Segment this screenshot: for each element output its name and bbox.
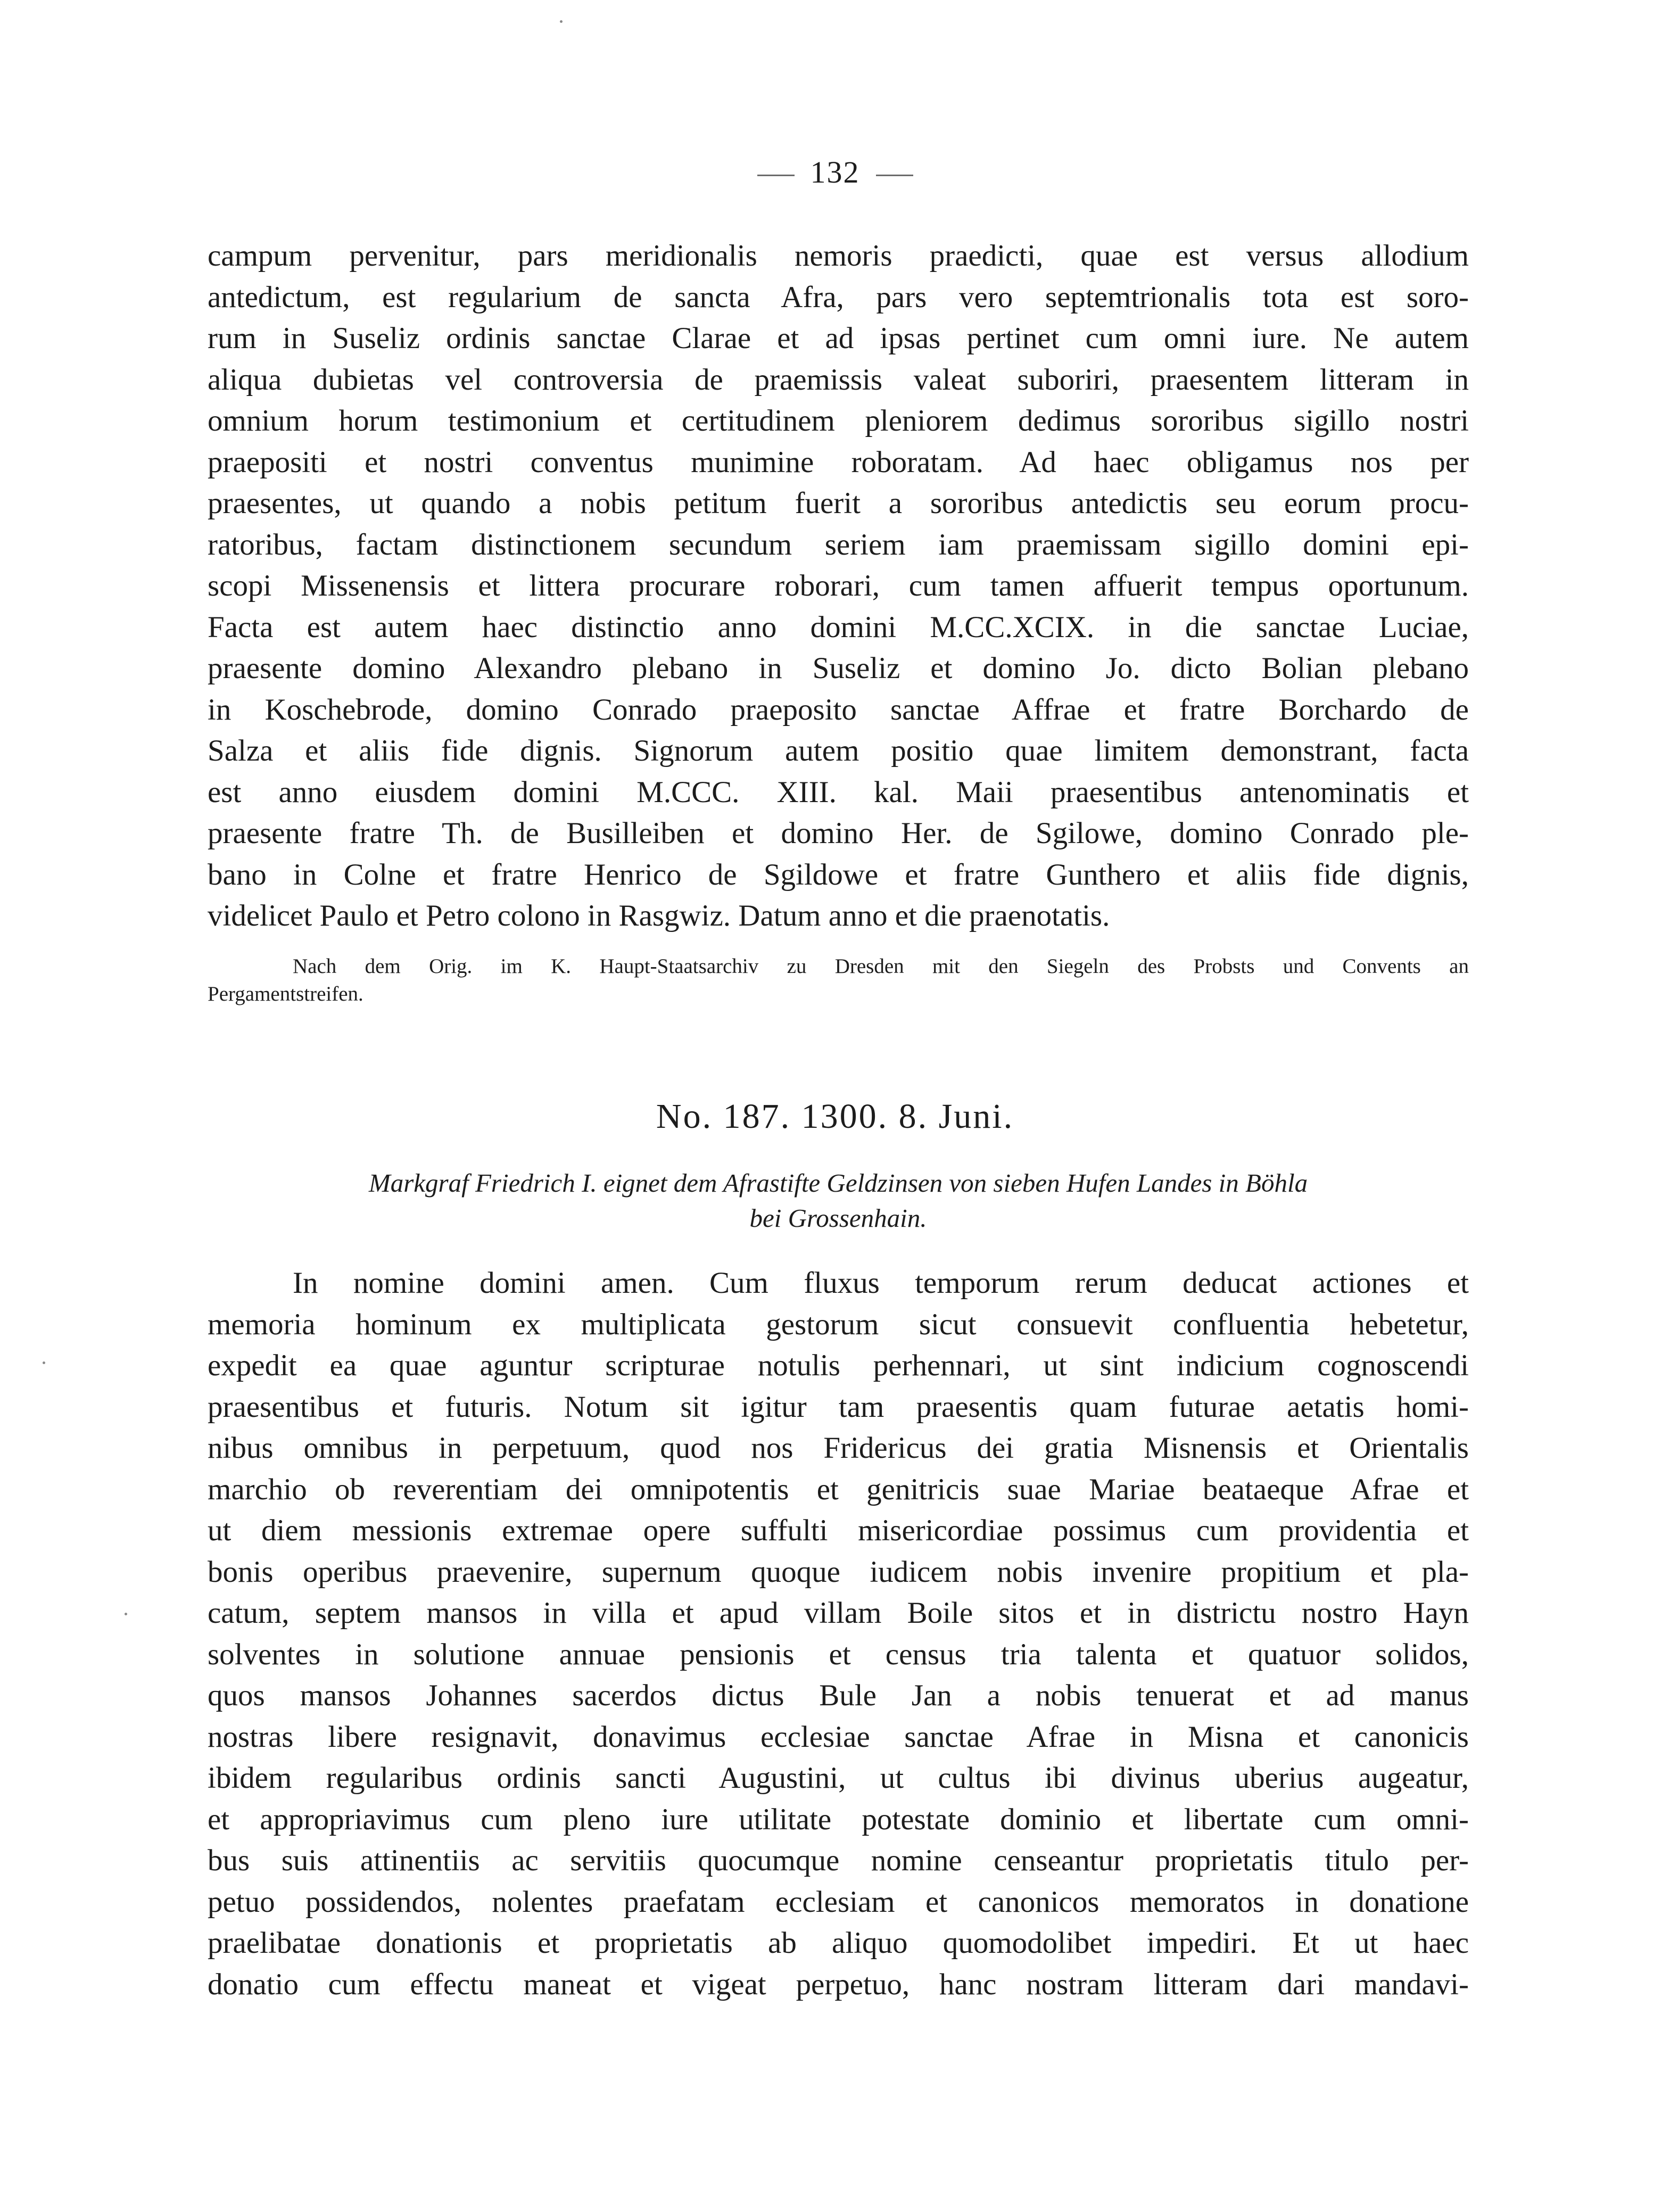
text-line: praelibatae donationis et proprietatis ab aliquo quomodolibet impediri. Et ut haec bbox=[208, 1926, 1469, 1960]
text-line: videlicet Paulo et Petro colono in Rasgwiz. Datum anno et die praenotatis. bbox=[208, 899, 1110, 932]
text-line: praesentibus et futuris. Notum sit igitur tam praesentis quam futurae aetatis homi- bbox=[208, 1390, 1469, 1424]
source-note-line: Pergamentstreifen. bbox=[208, 983, 363, 1005]
text-line: scopi Missenensis et littera procurare roborari, cum tamen affuerit tempus oportunum. bbox=[208, 569, 1469, 602]
text-line: omnium horum testimonium et certitudinem pleniorem dedimus sororibus sigillo nostri bbox=[208, 404, 1469, 438]
text-line: marchio ob reverentiam dei omnipotentis et genitricis suae Mariae beataeque Afrae et bbox=[208, 1472, 1469, 1506]
text-line: bus suis attinentiis ac servitiis quocumque nomine censeantur proprietatis titulo per- bbox=[208, 1844, 1469, 1877]
page-header bbox=[0, 154, 1670, 190]
text-line: solventes in solutione annuae pensionis et census tria talenta et quatuor solidos, bbox=[208, 1637, 1469, 1671]
document-summary bbox=[229, 1166, 1448, 1236]
scan-speck bbox=[560, 20, 563, 23]
text-line: ratoribus, factam distinctionem secundum seriem iam praemissam sigillo domini epi- bbox=[208, 527, 1469, 562]
text-line: bonis operibus praevenire, supernum quoque iudicem nobis invenire propitium et pla- bbox=[208, 1555, 1469, 1589]
source-note bbox=[208, 953, 1469, 1008]
document-body bbox=[208, 1262, 1469, 2005]
text-line: campum pervenitur, pars meridionalis nemoris praedicti, quae est versus allodium bbox=[208, 239, 1469, 273]
text-line: praesente domino Alexandro plebano in Suseliz et domino Jo. dicto Bolian plebano bbox=[208, 651, 1469, 685]
scan-speck bbox=[43, 1361, 45, 1364]
text-line: ut diem messionis extremae opere suffulti misericordiae possimus cum providentia et bbox=[208, 1514, 1469, 1547]
text-line: aliqua dubietas vel controversia de praemissis valeat suboriri, praesentem litteram in bbox=[208, 362, 1469, 397]
page-number: 132 bbox=[810, 155, 860, 189]
text-line: donatio cum effectu maneat et vigeat perpetuo, hanc nostram litteram dari mandavi- bbox=[208, 1967, 1469, 2001]
text-line: praesentes, ut quando a nobis petitum fuerit a sororibus antedictis seu eorum procu- bbox=[208, 486, 1469, 520]
text-line: antedictum, est regularium de sancta Afra, pars vero septemtrionalis tota est soro- bbox=[208, 280, 1469, 314]
continuation-text bbox=[208, 235, 1469, 937]
scan-speck bbox=[125, 1613, 127, 1615]
text-line: memoria hominum ex multiplicata gestorum sicut consuevit confluentia hebetetur, bbox=[208, 1307, 1469, 1341]
text-line: nibus omnibus in perpetuum, quod nos Fridericus dei gratia Misnensis et Orientalis bbox=[208, 1431, 1469, 1465]
text-line: In nomine domini amen. Cum fluxus temporum rerum deducat actiones et bbox=[293, 1266, 1469, 1300]
summary-line: Markgraf Friedrich I. eignet dem Afrastifte Geldzinsen von sieben Hufen Landes in Böhla bbox=[368, 1168, 1308, 1198]
text-line: bano in Colne et fratre Henrico de Sgildowe et fratre Gunthero et aliis fide dignis, bbox=[208, 857, 1469, 892]
text-line: rum in Suseliz ordinis sanctae Clarae et ad ipsas pertinet cum omni iure. Ne autem bbox=[208, 321, 1469, 355]
text-line: in Koschebrode, domino Conrado praeposito sanctae Affrae et fratre Borchardo de bbox=[208, 692, 1469, 727]
text-line: est anno eiusdem domini M.CCC. XIII. kal. Maii praesentibus antenominatis et bbox=[208, 775, 1469, 809]
document-heading: No. 187. 1300. 8. Juni. bbox=[656, 1097, 1014, 1136]
text-line: praesente fratre Th. de Busilleiben et domino Her. de Sgilowe, domino Conrado ple- bbox=[208, 816, 1469, 850]
text-line: Facta est autem haec distinctio anno domini M.CC.XCIX. in die sanctae Luciae, bbox=[208, 610, 1469, 644]
text-line: expedit ea quae aguntur scripturae notulis perhennari, ut sint indicium cognoscendi bbox=[208, 1349, 1469, 1382]
header-dash-left bbox=[757, 175, 795, 176]
text-line: petuo possidendos, nolentes praefatam ecclesiam et canonicos memoratos in donatione bbox=[208, 1885, 1469, 1919]
text-line: Salza et aliis fide dignis. Signorum autem positio quae limitem demonstrant, facta bbox=[208, 734, 1469, 767]
header-dash-right bbox=[876, 175, 913, 176]
text-line: et appropriavimus cum pleno iure utilitate potestate dominio et libertate cum omni- bbox=[208, 1802, 1469, 1836]
text-line: ibidem regularibus ordinis sancti Augustini, ut cultus ibi divinus uberius augeatur, bbox=[208, 1761, 1469, 1795]
summary-line: bei Grossenhain. bbox=[749, 1203, 927, 1233]
source-note-line: Nach dem Orig. im K. Haupt-Staatsarchiv zu Dresden mit den Siegeln des Probsts und Convents an bbox=[293, 955, 1469, 978]
text-line: nostras libere resignavit, donavimus ecclesiae sanctae Afrae in Misna et canonicis bbox=[208, 1720, 1469, 1754]
text-line: praepositi et nostri conventus munimine roboratam. Ad haec obligamus nos per bbox=[208, 445, 1469, 479]
text-line: quos mansos Johannes sacerdos dictus Bule Jan a nobis tenuerat et ad manus bbox=[208, 1679, 1469, 1712]
text-line: catum, septem mansos in villa et apud villam Boile sitos et in districtu nostro Hayn bbox=[208, 1596, 1469, 1630]
